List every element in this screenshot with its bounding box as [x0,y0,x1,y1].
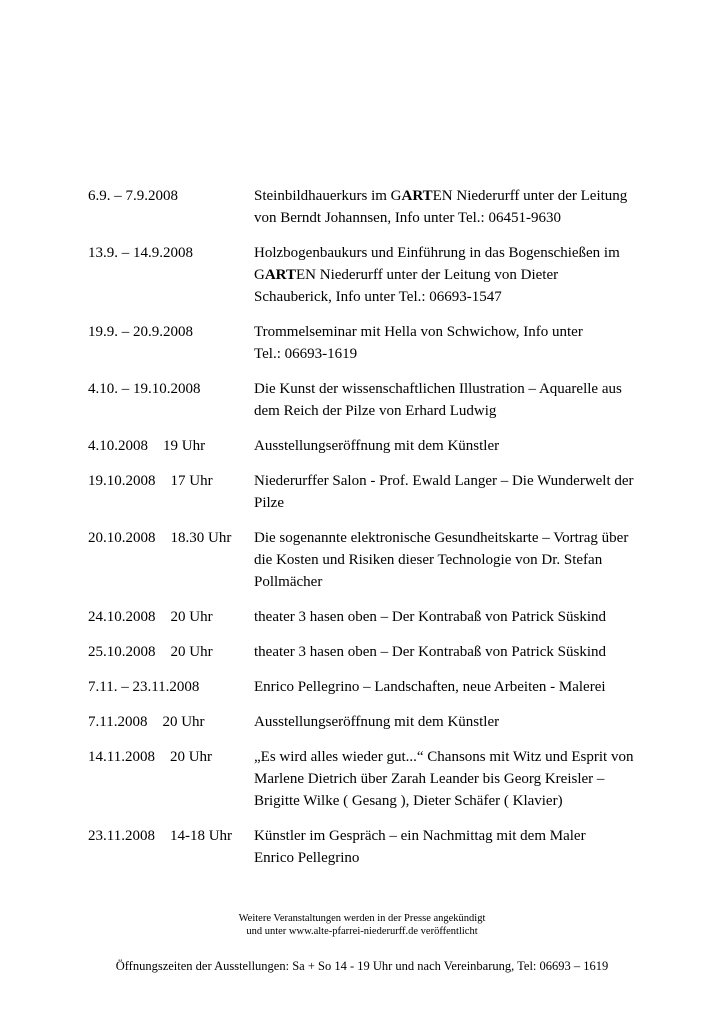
footer-note-line-2: und unter www.alte-pfarrei-niederurff.de veröffentlicht [246,926,478,937]
event-description-line [254,470,688,492]
event-description-line [254,768,688,790]
event-description-line [254,185,688,207]
text-segment: Tel.: 06693-1619 [254,346,358,362]
event-row [88,185,688,229]
text-segment: Künstler im Gespräch – ein Nachmittag mit dem Maler [254,828,586,844]
event-date: 25.10.2008 20 Uhr [88,644,213,660]
text-segment: Enrico Pellegrino – Landschaften, neue Arbeiten - Malerei [254,679,606,695]
event-description-line [254,606,688,628]
event-description-line [254,790,688,812]
event-date: 19.10.2008 17 Uhr [88,473,213,489]
event-date: 23.11.2008 14-18 Uhr [88,828,233,844]
event-description [254,435,688,457]
event-description-line [254,492,688,514]
event-description [254,641,688,663]
event-description [254,711,688,733]
event-row [88,435,688,457]
event-date: 4.10. – 19.10.2008 [88,381,201,397]
text-segment: Marlene Dietrich über Zarah Leander bis Georg Kreisler – [254,771,605,787]
text-segment: dem Reich der Pilze von Erhard Ludwig [254,403,497,419]
event-date: 20.10.2008 18.30 Uhr [88,530,232,546]
footer-note [0,912,724,938]
text-segment: Niederurffer Salon - Prof. Ewald Langer – Die Wunderwelt der [254,473,634,489]
event-description-line [254,641,688,663]
text-segment: Trommelseminar mit Hella von Schwichow, Info unter [254,324,583,340]
event-date: 7.11.2008 20 Uhr [88,714,205,730]
text-segment: Holzbogenbaukurs und Einführung in das Bogenschießen im [254,245,620,261]
text-segment: theater 3 hasen oben – Der Kontrabaß von Patrick Süskind [254,644,606,660]
event-description-line [254,286,688,308]
text-segment: Schauberick, Info unter Tel.: 06693-1547 [254,289,502,305]
event-row [88,641,688,663]
event-description-line [254,711,688,733]
text-segment: Pollmächer [254,574,323,590]
event-list [88,185,688,882]
event-description-line [254,343,688,365]
event-description-line [254,676,688,698]
event-description [254,321,688,365]
text-segment: „Es wird alles wieder gut...“ Chansons mit Witz und Esprit von [254,749,634,765]
text-segment: die Kosten und Risiken dieser Technologie von Dr. Stefan [254,552,603,568]
event-description-line [254,321,688,343]
text-segment: EN Niederurff unter der Leitung [432,188,628,204]
event-date: 4.10.2008 19 Uhr [88,438,206,454]
footer-note-line-1: Weitere Veranstaltungen werden in der Presse angekündigt [238,913,486,924]
event-description-line [254,746,688,768]
text-segment: Die sogenannte elektronische Gesundheitskarte – Vortrag über [254,530,629,546]
event-date: 7.11. – 23.11.2008 [88,679,200,695]
event-row [88,470,688,514]
text-segment: Die Kunst der wissenschaftlichen Illustration – Aquarelle aus [254,381,622,397]
event-description-line [254,264,688,286]
text-segment: Brigitte Wilke ( Gesang ), Dieter Schäfer ( Klavier) [254,793,563,809]
event-row [88,711,688,733]
event-date: 6.9. – 7.9.2008 [88,188,178,204]
event-description [254,825,688,869]
event-description [254,676,688,698]
event-description [254,242,688,308]
text-segment: theater 3 hasen oben – Der Kontrabaß von Patrick Süskind [254,609,606,625]
event-row [88,527,688,593]
event-description [254,378,688,422]
event-description-line [254,549,688,571]
event-description [254,606,688,628]
event-description-line [254,571,688,593]
text-segment: Pilze [254,495,284,511]
text-segment: von Berndt Johannsen, Info unter Tel.: 06451-9630 [254,210,561,226]
event-description-line [254,242,688,264]
event-row [88,606,688,628]
event-description-line [254,527,688,549]
text-segment: Enrico Pellegrino [254,850,360,866]
event-description [254,527,688,593]
text-segment: Ausstellungseröffnung mit dem Künstler [254,714,500,730]
text-segment: ART [264,267,296,283]
event-row [88,242,688,308]
event-description-line [254,847,688,869]
text-segment: G [254,267,265,283]
text-segment: EN Niederurff unter der Leitung von Dieter [296,267,559,283]
event-description-line [254,207,688,229]
event-row [88,825,688,869]
opening-hours: Öffnungszeiten der Ausstellungen: Sa + So 14 - 19 Uhr und nach Vereinbarung, Tel: 06693 – 1619 [115,959,609,973]
event-date: 14.11.2008 20 Uhr [88,749,213,765]
event-description-line [254,825,688,847]
text-segment: ART [401,188,433,204]
event-description-line [254,435,688,457]
text-segment: Steinbildhauerkurs im G [254,188,402,204]
event-row [88,746,688,812]
event-row [88,378,688,422]
event-row [88,321,688,365]
event-date: 19.9. – 20.9.2008 [88,324,193,340]
event-row [88,676,688,698]
event-date: 24.10.2008 20 Uhr [88,609,213,625]
event-description-line [254,378,688,400]
event-description-line [254,400,688,422]
text-segment: Ausstellungseröffnung mit dem Künstler [254,438,500,454]
event-description [254,470,688,514]
event-description [254,746,688,812]
event-description [254,185,688,229]
event-date: 13.9. – 14.9.2008 [88,245,193,261]
